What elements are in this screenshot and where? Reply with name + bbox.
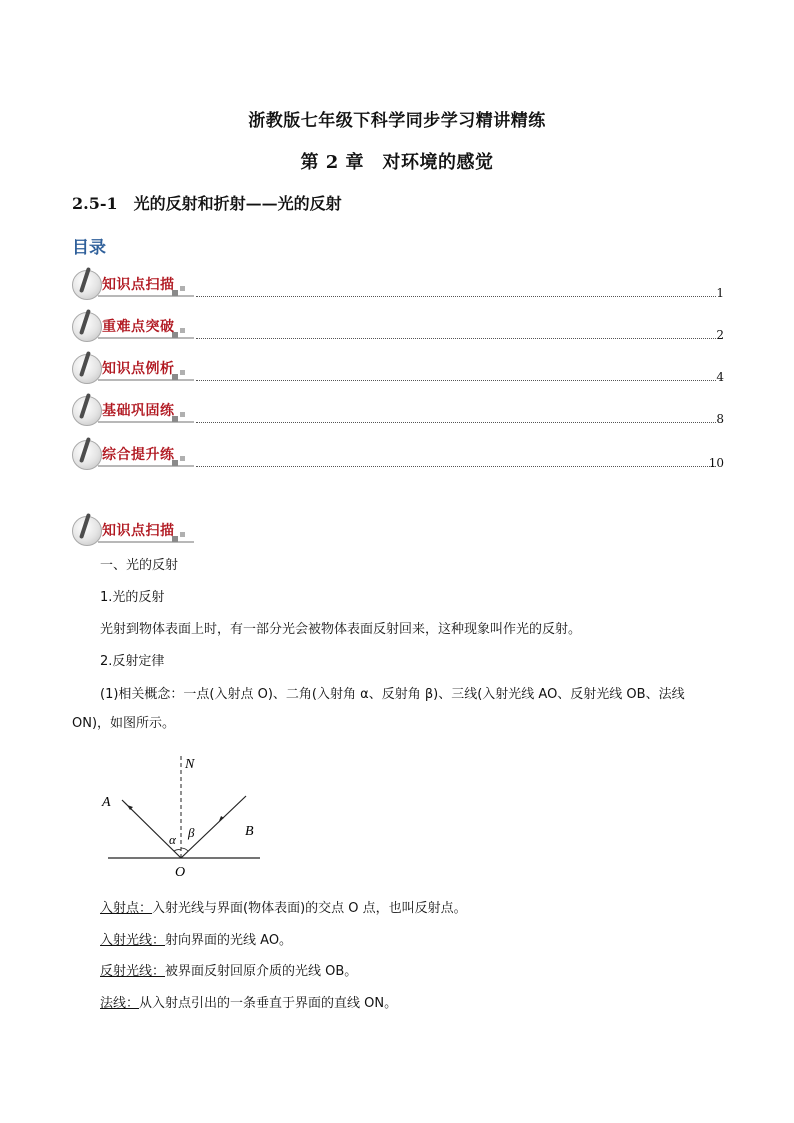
knowledge-scan-badge (72, 268, 196, 302)
badge-square-icon (180, 328, 185, 333)
section-title: 2.5-1 光的反射和折射——光的反射 (72, 194, 342, 213)
definition-text: 入射光线与界面(物体表面)的交点 O 点，也叫反射点。 (152, 901, 467, 916)
badge-square-icon (180, 370, 185, 375)
badge-underline (98, 379, 194, 381)
badge-square-icon (180, 456, 185, 461)
toc-entry-label: 知识点例析 (102, 361, 175, 377)
knowledge-scan-badge (72, 514, 196, 548)
document-title: 浙教版七年级下科学同步学习精讲精练 (248, 111, 546, 131)
toc-leader-dots (196, 380, 716, 381)
examples-badge (72, 352, 196, 386)
definition-text: 被界面反射回原介质的光线 OB。 (165, 964, 358, 979)
definition-text: 射向界面的光线 AO。 (165, 933, 293, 948)
badge-square-icon (180, 412, 185, 417)
badge-underline (98, 337, 194, 339)
toc-entry-knowledge-scan[interactable] (72, 268, 724, 302)
term-incident-point: 入射点： (100, 901, 153, 916)
badge-square-icon (180, 286, 185, 291)
definition-reflected-ray (100, 961, 357, 983)
term-incident-ray: 入射光线： (100, 933, 166, 948)
badge-underline (98, 465, 194, 467)
toc-entry-comprehensive-practice[interactable] (72, 438, 724, 472)
definition-text: 从入射点引出的一条垂直于界面的直线 ON。 (139, 996, 398, 1011)
badge-underline (98, 541, 194, 543)
toc-leader-dots (196, 296, 716, 297)
concepts-line-2: ON)，如图所示。 (72, 716, 176, 731)
definition-normal (100, 993, 397, 1015)
toc-page-number: 10 (708, 456, 724, 470)
term-reflected-ray: 反射光线： (100, 964, 166, 979)
toc-leader-dots (196, 422, 716, 423)
toc-entry-label: 知识点扫描 (102, 277, 175, 293)
toc-heading: 目录 (72, 238, 106, 258)
definition-incident-ray (100, 930, 292, 952)
reflection-definition: 光射到物体表面上时，有一部分光会被物体表面反射回来，这种现象叫作光的反射。 (100, 622, 582, 637)
label-alpha: α (169, 832, 176, 847)
comprehensive-practice-badge (72, 438, 196, 472)
toc-entry-label: 综合提升练 (102, 447, 175, 463)
section-badge-label: 知识点扫描 (102, 523, 175, 539)
label-b: B (245, 824, 254, 839)
subheading-reflection: 1.光的反射 (100, 590, 165, 605)
angle-beta-arc (181, 848, 188, 851)
badge-underline (98, 421, 194, 423)
label-n: N (185, 757, 195, 772)
toc-page-number: 2 (716, 328, 724, 342)
chapter-title: 第 2 章 对环境的感觉 (300, 152, 494, 173)
key-difficulties-badge (72, 310, 196, 344)
label-a: A (102, 795, 111, 810)
toc-entry-key-difficulties[interactable] (72, 310, 724, 344)
label-o: O (175, 865, 186, 880)
angle-alpha-arc (174, 850, 181, 851)
subheading-law: 2.反射定律 (100, 654, 165, 669)
section-heading: 一、光的反射 (100, 558, 179, 573)
term-normal: 法线： (100, 996, 140, 1011)
toc-page-number: 4 (716, 370, 724, 384)
toc-leader-dots (196, 466, 716, 467)
badge-square-icon (180, 532, 185, 537)
badge-underline (98, 295, 194, 297)
toc-leader-dots (196, 338, 716, 339)
toc-entry-label: 重难点突破 (102, 319, 175, 335)
definition-incident-point (100, 898, 467, 920)
reflection-diagram (100, 748, 270, 883)
toc-entry-basic-practice[interactable] (72, 394, 724, 428)
toc-page-number: 1 (716, 286, 724, 300)
concepts-line-1: (1)相关概念：一点(入射点 O)、二角(入射角 α、反射角 β)、三线(入射光线 AO、反射光线 OB、法线 (100, 687, 685, 702)
basic-practice-badge (72, 394, 196, 428)
toc-entry-examples[interactable] (72, 352, 724, 386)
label-beta: β (188, 825, 195, 840)
section-badge-knowledge-scan (72, 514, 196, 548)
toc-entry-label: 基础巩固练 (102, 403, 175, 419)
toc-page-number: 8 (716, 412, 724, 426)
